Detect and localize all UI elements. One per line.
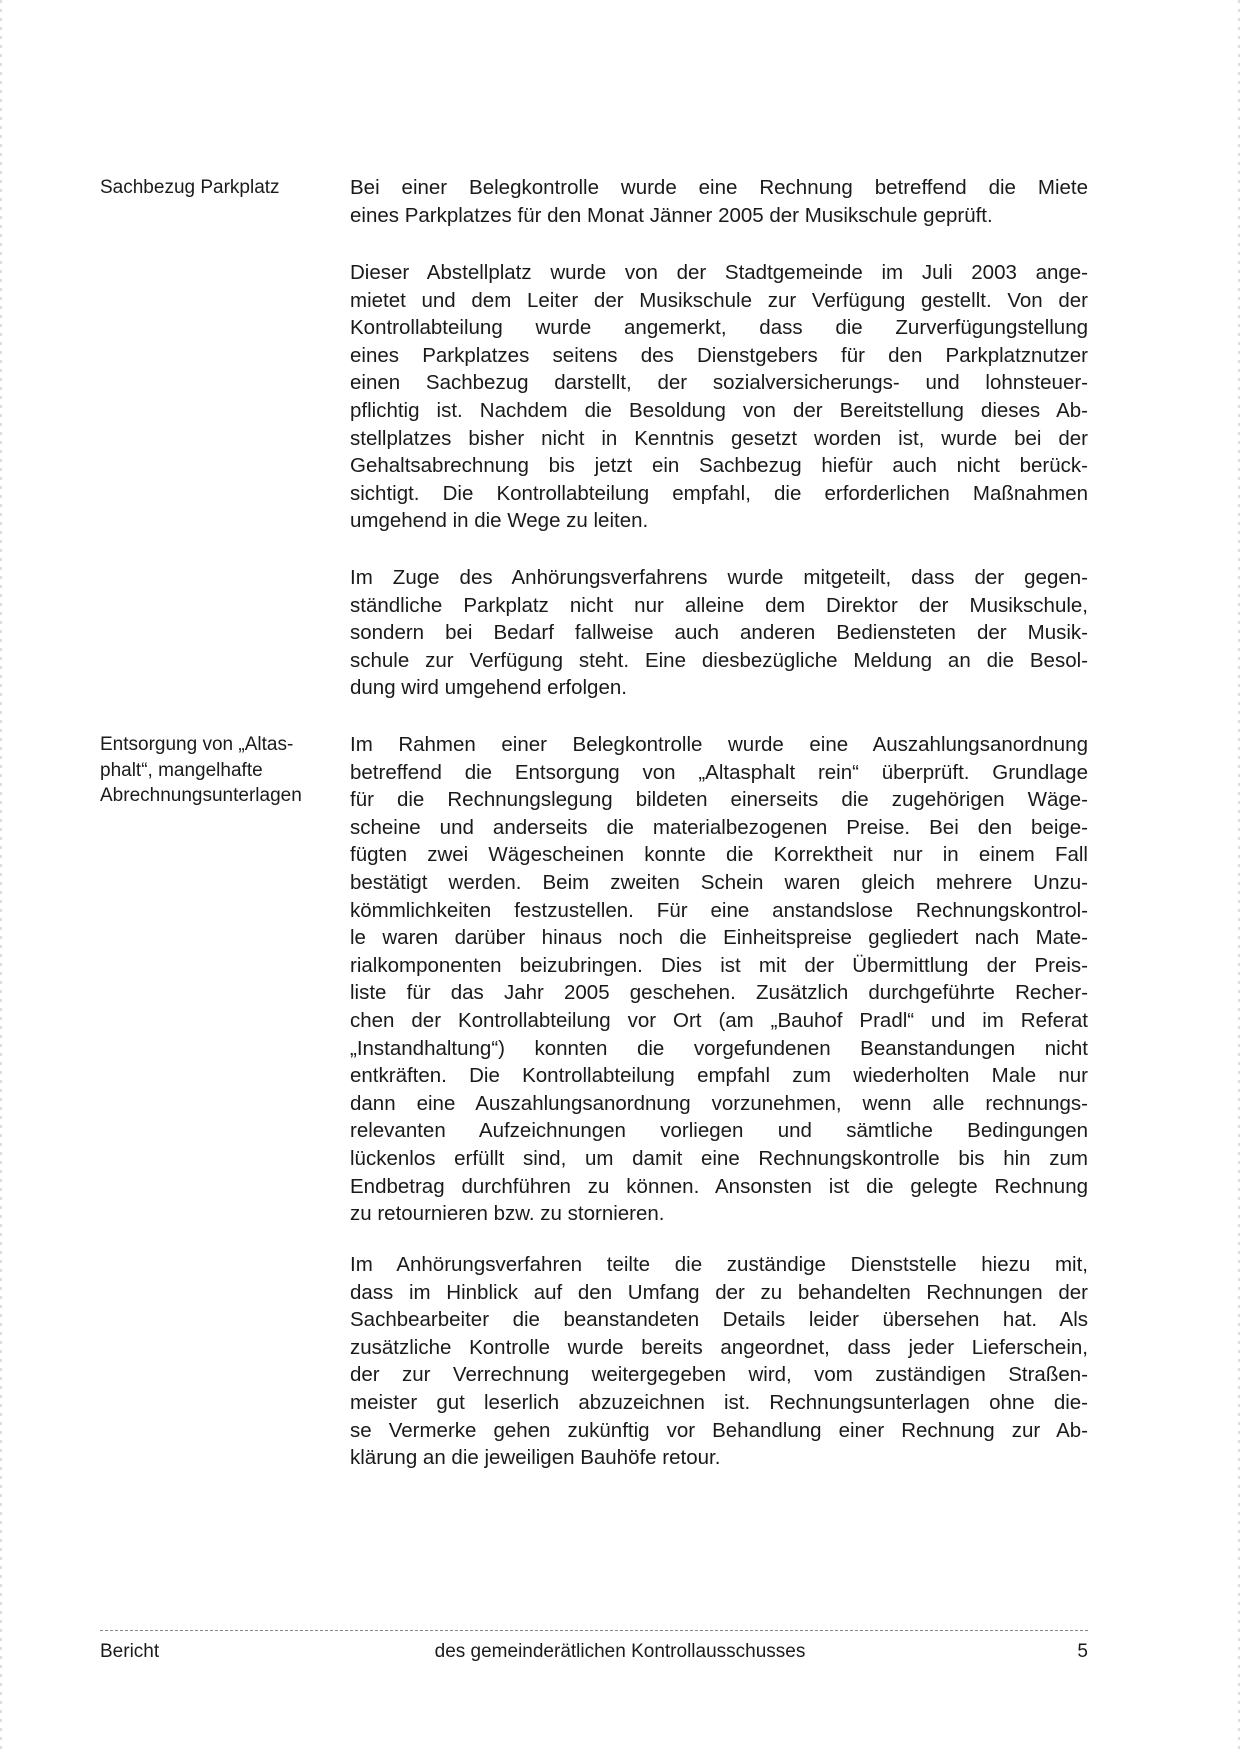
text-line: Sachbearbeiter die beanstandeten Details leider übersehen hat. Als: [350, 1308, 1088, 1332]
text-line: liste für das Jahr 2005 geschehen. Zusätzlich durchgeführte Recher-: [350, 981, 1088, 1005]
text-line: dann eine Auszahlungsanordnung vorzunehmen, wenn alle rechnungs-: [350, 1091, 1088, 1115]
text-line: eines Parkplatzes für den Monat Jänner 2005 der Musikschule geprüft.: [350, 203, 993, 227]
text-line: meister gut leserlich abzuzeichnen ist. Rechnungsunterlagen ohne die-: [350, 1390, 1088, 1414]
text-line: Im Rahmen einer Belegkontrolle wurde eine Auszahlungsanordnung: [350, 733, 1088, 756]
text-line: für die Rechnungslegung bildeten einerseits die zugehörigen Wäge-: [350, 788, 1088, 812]
footer-divider: [100, 1630, 1088, 1631]
text-line: Im Zuge des Anhörungsverfahrens wurde mitgeteilt, dass der gegen-: [350, 566, 1088, 589]
heading-line: Abrechnungsunterlagen: [100, 785, 302, 806]
footer-center: des gemeinderätlichen Kontrollausschusses: [434, 1641, 806, 1662]
footer-left: Bericht: [100, 1641, 160, 1662]
text-line: fügten zwei Wägescheinen konnte die Korrektheit nur in einem Fall: [350, 843, 1088, 867]
text-line: bestätigt werden. Beim zweiten Schein waren gleich mehrere Unzu-: [350, 870, 1088, 894]
text-line: zusätzliche Kontrolle wurde bereits angeordnet, dass jeder Lieferschein,: [350, 1335, 1088, 1359]
text-line: Im Anhörungsverfahren teilte die zuständige Dienststelle hiezu mit,: [350, 1253, 1088, 1276]
text-line: scheine und anderseits die materialbezogenen Preise. Bei den beige-: [350, 815, 1088, 839]
text-line: chen der Kontrollabteilung vor Ort (am „Bauhof Pradl“ und im Referat: [350, 1008, 1088, 1032]
section-margin-heading: [100, 732, 330, 809]
text-line: mietet und dem Leiter der Musikschule zur Verfügung gestellt. Von der: [350, 288, 1088, 312]
text-line: Gehaltsabrechnung bis jetzt ein Sachbezug hiefür auch nicht berück-: [350, 454, 1088, 478]
page-number: 5: [1077, 1641, 1088, 1662]
text-line: klärung an die jeweiligen Bauhöfe retour.: [350, 1446, 721, 1470]
text-line: einen Sachbezug darstellt, der sozialversicherungs- und lohnsteuer-: [350, 371, 1088, 395]
heading-line: Entsorgung von „Altas-: [100, 734, 294, 755]
text-line: eines Parkplatzes seitens des Dienstgebers für den Parkplatznutzer: [350, 343, 1088, 367]
paragraph: [350, 731, 1088, 1228]
text-line: Bei einer Belegkontrolle wurde eine Rechnung betreffend die Miete: [350, 176, 1088, 199]
text-line: sondern bei Bedarf fallweise auch anderen Bediensteten der Musik-: [350, 621, 1088, 645]
text-line: sichtigt. Die Kontrollabteilung empfahl, die erforderlichen Maßnahmen: [350, 481, 1088, 505]
section-margin-heading: [100, 175, 330, 201]
text-line: betreffend die Entsorgung von „Altasphalt rein“ überprüft. Grundlage: [350, 760, 1088, 784]
text-line: Kontrollabteilung wurde angemerkt, dass die Zurverfügungstellung: [350, 316, 1088, 340]
text-line: ständliche Parkplatz nicht nur alleine dem Direktor der Musikschule,: [350, 593, 1088, 617]
text-line: „Instandhaltung“) konnten die vorgefundenen Beanstandungen nicht: [350, 1036, 1088, 1060]
text-line: entkräften. Die Kontrollabteilung empfahl zum wiederholten Male nur: [350, 1064, 1088, 1088]
paragraph: [350, 564, 1088, 702]
text-line: umgehend in die Wege zu leiten.: [350, 509, 649, 533]
scan-edge-left: [0, 0, 2, 1753]
text-line: Endbetrag durchführen zu können. Ansonsten ist die gelegte Rechnung: [350, 1174, 1088, 1198]
text-line: stellplatzes bisher nicht in Kenntnis gesetzt worden ist, wurde bei der: [350, 426, 1088, 450]
heading-line: Sachbezug Parkplatz: [100, 177, 280, 198]
text-line: lückenlos erfüllt sind, um damit eine Rechnungskontrolle bis hin zum: [350, 1146, 1088, 1170]
text-line: pflichtig ist. Nachdem die Besoldung von der Bereitstellung dieses Ab-: [350, 398, 1088, 422]
heading-line: phalt“, mangelhafte: [100, 759, 263, 781]
text-line: kömmlichkeiten festzustellen. Für eine anstandslose Rechnungskontrol-: [350, 898, 1088, 922]
text-line: rialkomponenten beizubringen. Dies ist mit der Übermittlung der Preis-: [350, 953, 1088, 977]
text-line: se Vermerke gehen zukünftig vor Behandlung einer Rechnung zur Ab-: [350, 1418, 1088, 1442]
paragraph: [350, 174, 1088, 229]
paragraph: [350, 1251, 1088, 1472]
text-line: Dieser Abstellplatz wurde von der Stadtgemeinde im Juli 2003 ange-: [350, 261, 1088, 284]
text-line: dung wird umgehend erfolgen.: [350, 676, 627, 700]
text-line: relevanten Aufzeichnungen vorliegen und sämtliche Bedingungen: [350, 1119, 1088, 1143]
paragraph: [350, 259, 1088, 535]
text-line: schule zur Verfügung steht. Eine diesbezügliche Meldung an die Besol-: [350, 648, 1088, 672]
text-line: zu retournieren bzw. zu stornieren.: [350, 1202, 665, 1226]
text-line: dass im Hinblick auf den Umfang der zu behandelten Rechnungen der: [350, 1280, 1088, 1304]
text-line: der zur Verrechnung weitergegeben wird, vom zuständigen Straßen-: [350, 1363, 1088, 1387]
text-line: le waren darüber hinaus noch die Einheitspreise gegliedert nach Mate-: [350, 926, 1088, 950]
